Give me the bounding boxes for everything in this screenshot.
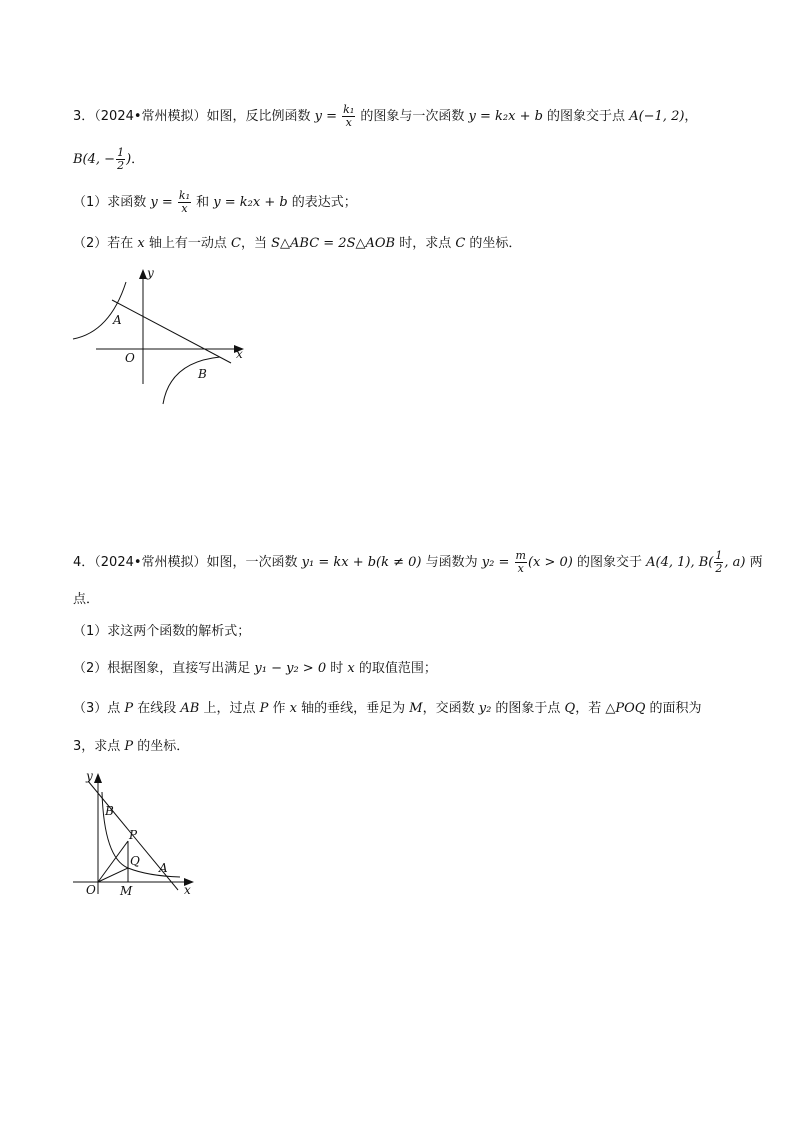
label-y: y bbox=[86, 769, 93, 783]
problem4-intro: 4．（2024•常州模拟）如图，一次函数 bbox=[73, 555, 302, 570]
p4-q3-p: P bbox=[124, 701, 134, 716]
p4-q3-mid6: 的图象于点 bbox=[491, 701, 565, 716]
p4-q3-q: Q bbox=[564, 701, 576, 716]
problem4-y2-den: x bbox=[517, 562, 524, 575]
q2-mid2: ，当 bbox=[240, 236, 272, 251]
p4-q3-mid5: ，交函数 bbox=[422, 701, 479, 716]
q2-mid1: 轴上有一动点 bbox=[144, 236, 232, 251]
label-o: O bbox=[125, 351, 135, 365]
problem3-text-post: 的图象交于点 bbox=[542, 109, 630, 124]
problem4-point-b-den: 2 bbox=[715, 562, 723, 575]
p4-q3-line2-pre: 3，求点 bbox=[73, 739, 125, 754]
problem3-intro: 3．（2024•常州模拟）如图，反比例函数 bbox=[73, 109, 315, 124]
p4-q3-mid3: 作 bbox=[268, 701, 290, 716]
problem4-text-mid2: 的图象交于 bbox=[572, 555, 647, 570]
p4-q2-pre: （2）根据图象，直接写出满足 bbox=[73, 661, 255, 676]
problem3-figure bbox=[68, 264, 258, 412]
q2-post: 的坐标． bbox=[465, 236, 522, 251]
problem3-text-mid: 的图象与一次函数 bbox=[356, 109, 469, 124]
q1-y1-den: x bbox=[181, 202, 188, 215]
problem4-question1 bbox=[73, 622, 250, 642]
q2-mid3: 时，求点 bbox=[395, 236, 456, 251]
problem3-point-b-den: 2 bbox=[117, 159, 125, 172]
y-axis-arrow bbox=[94, 773, 102, 783]
problem3-line1 bbox=[73, 104, 697, 129]
label-m: M bbox=[120, 884, 133, 898]
p4-q3-m: M bbox=[409, 701, 423, 716]
label-p: P bbox=[129, 828, 138, 842]
segment-oq bbox=[98, 868, 128, 882]
problem4-text-post: 两 bbox=[745, 555, 763, 570]
q1-y1-fraction bbox=[178, 190, 191, 215]
problem4-y2-lhs: y₂ = bbox=[481, 555, 514, 570]
problem4-point-b-pre: , B( bbox=[690, 555, 714, 570]
problem4-y1-expr: y₁ = kx + b(k ≠ 0) bbox=[301, 555, 422, 570]
q2-x: x bbox=[137, 236, 145, 251]
problem4-line2 bbox=[73, 590, 99, 610]
q1-text: （1）求函数 bbox=[73, 195, 151, 210]
segment-op bbox=[98, 841, 128, 882]
problem3-period: ． bbox=[131, 152, 145, 167]
problem4-y2-fraction bbox=[515, 550, 527, 575]
p4-q1-text: （1）求这两个函数的解析式； bbox=[73, 624, 251, 639]
q1-post: 的表达式； bbox=[287, 195, 357, 210]
problem4-text-mid: 与函数为 bbox=[421, 555, 482, 570]
problem4-point-b-fraction bbox=[714, 550, 723, 575]
problem3-point-b-pre: B(4, − bbox=[73, 152, 116, 167]
p4-q2-mid: 时 bbox=[326, 661, 348, 676]
problem3-comma: ， bbox=[684, 109, 698, 124]
problem3-y1-fraction bbox=[342, 104, 355, 129]
p4-q3-ab: AB bbox=[180, 701, 200, 716]
q1-y1-lhs: y = bbox=[150, 195, 177, 210]
problem4-figure bbox=[68, 764, 208, 900]
label-a: A bbox=[113, 313, 122, 327]
p4-q2-post: 的取值范围； bbox=[354, 661, 437, 676]
label-x: x bbox=[184, 883, 191, 897]
p4-q3-post: 的面积为 bbox=[645, 701, 702, 716]
problem4-question3 bbox=[73, 699, 702, 719]
q2-area-condition: S△ABC = 2S△AOB bbox=[271, 236, 396, 251]
problem3-linear-expr: y = k₂x + b bbox=[468, 109, 543, 124]
label-q: Q bbox=[130, 854, 140, 868]
p4-q2-inequality: y₁ − y₂ > 0 bbox=[254, 661, 327, 676]
q2-c2: C bbox=[455, 236, 466, 251]
problem3-y1-lhs: y = bbox=[314, 109, 342, 124]
p4-q3-y2: y₂ bbox=[478, 701, 492, 716]
problem4-y2-domain: (x > 0) bbox=[527, 555, 573, 570]
label-o: O bbox=[86, 883, 96, 897]
problem4-question2 bbox=[73, 659, 437, 679]
p4-q3-triangle: △POQ bbox=[605, 701, 646, 716]
label-a: A bbox=[159, 861, 168, 875]
problem3-y1-denominator: x bbox=[345, 116, 352, 129]
q2-pre: （2）若在 bbox=[73, 236, 138, 251]
p4-q3-p2: P bbox=[259, 701, 269, 716]
p4-q3-p3: P bbox=[124, 739, 134, 754]
p4-q3-mid1: 在线段 bbox=[133, 701, 181, 716]
hyperbola-lower-right bbox=[163, 357, 220, 404]
p4-q3-line2-post: 的坐标． bbox=[133, 739, 190, 754]
q1-y1-num: k₁ bbox=[178, 189, 190, 202]
hyperbola-upper-left bbox=[73, 282, 126, 339]
problem3-point-b-num: 1 bbox=[117, 146, 125, 159]
problem4-y2-num: m bbox=[515, 549, 526, 562]
problem4-question3-line2 bbox=[73, 737, 189, 757]
problem4-point-b-num: 1 bbox=[715, 549, 723, 562]
problem4-line1 bbox=[73, 550, 763, 575]
p4-q3-mid4: 轴的垂线，垂足为 bbox=[297, 701, 410, 716]
problem3-question2 bbox=[73, 234, 521, 254]
p4-q3-mid7: ，若 bbox=[575, 701, 606, 716]
label-b: B bbox=[105, 804, 114, 818]
problem3-point-a: A(−1, 2) bbox=[629, 109, 685, 124]
problem3-line2 bbox=[73, 147, 144, 172]
problem4-point-b-post: , a) bbox=[724, 555, 746, 570]
label-y: y bbox=[147, 266, 154, 280]
p4-q2-x: x bbox=[347, 661, 355, 676]
problem3-question1 bbox=[73, 190, 357, 215]
q1-and: 和 bbox=[192, 195, 214, 210]
problem4-line2-text: 点． bbox=[73, 592, 100, 607]
label-b: B bbox=[198, 367, 207, 381]
q2-c: C bbox=[231, 236, 241, 251]
problem3-point-b-post: ) bbox=[126, 152, 132, 167]
p4-q3-mid2: 上，过点 bbox=[199, 701, 260, 716]
y-axis-arrow bbox=[139, 269, 147, 279]
problem3-point-b-fraction bbox=[116, 147, 125, 172]
problem3-y1-numerator: k₁ bbox=[343, 103, 355, 116]
problem4-point-a: A(4, 1) bbox=[646, 555, 691, 570]
label-x: x bbox=[236, 347, 243, 361]
q1-y2: y = k₂x + b bbox=[213, 195, 288, 210]
p4-q3-x: x bbox=[289, 701, 297, 716]
p4-q3-pre: （3）点 bbox=[73, 701, 125, 716]
